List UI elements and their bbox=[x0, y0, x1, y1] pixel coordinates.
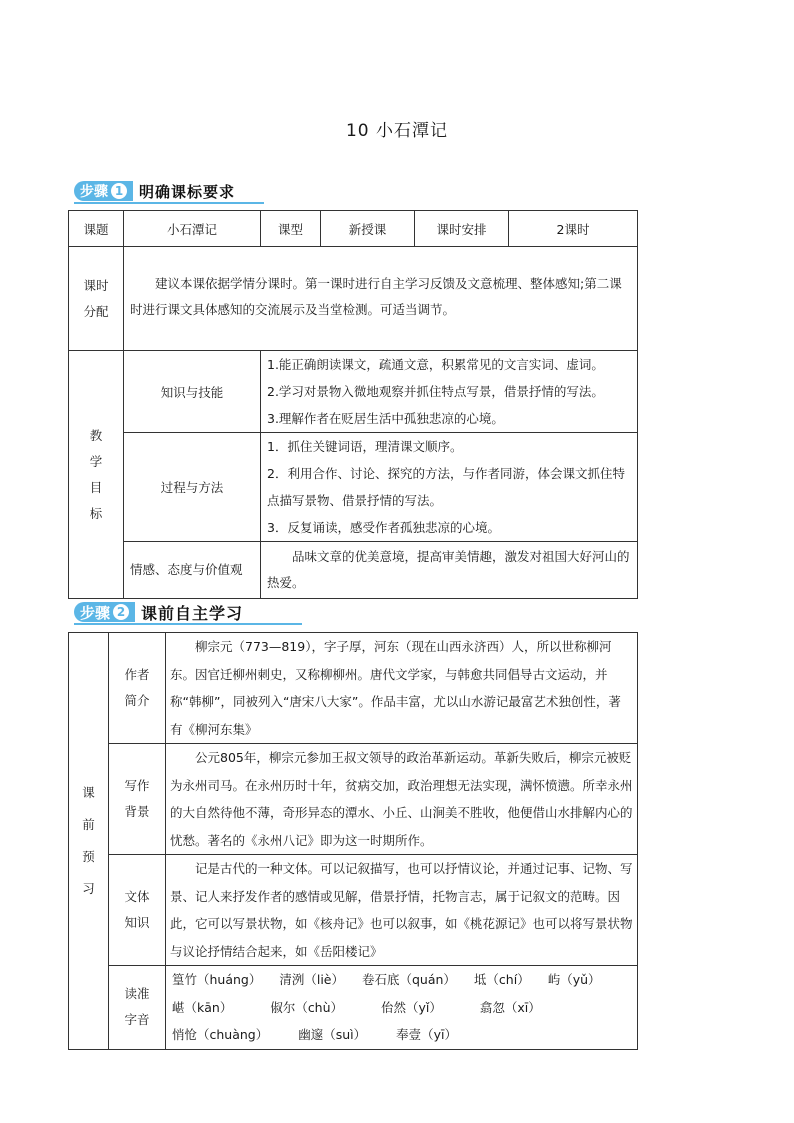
style-text: 记是古代的一种文体。可以记叙描写，也可以抒情议论，并通过记事、记物、写景、记人来抒发作者的感情或见解，借景抒情，托物言志，属于记叙文的范畴。因此，它可以写景状物，如《核舟记》也可以叙事，如《桃花源记》也可以将写景状物与议论抒情结合起来，如《岳阳楼记》 bbox=[170, 861, 633, 959]
pronunciation-item: 佁然（yǐ） bbox=[381, 999, 442, 1015]
allocation-cell bbox=[124, 247, 638, 351]
allocation-text: 建议本课依据学情分课时。第一课时进行自主学习反馈及文意梳理、整体感知;第二课时进行课文具体感知的交流展示及当堂检测。可适当调节。 bbox=[130, 276, 622, 317]
process-list bbox=[261, 433, 637, 541]
pronunciation-item: 俶尔（chù） bbox=[270, 999, 344, 1015]
step-number: 1 bbox=[111, 183, 127, 199]
knowledge-item: 3.理解作者在贬居生活中孤独悲凉的心境。 bbox=[267, 411, 504, 426]
process-item: 3．反复诵读，感受作者孤独悲凉的心境。 bbox=[267, 520, 500, 535]
style-cell bbox=[166, 855, 638, 966]
pronunciation-row bbox=[166, 994, 637, 1022]
course-standard-table bbox=[68, 210, 638, 599]
background-label: 写作 背景 bbox=[109, 744, 166, 855]
header-type: 课型 bbox=[261, 211, 321, 247]
author-cell bbox=[166, 633, 638, 744]
step-underline bbox=[74, 623, 302, 625]
pronunciation-item: 卷石底（quán） bbox=[361, 972, 456, 987]
pronunciation-row bbox=[166, 966, 637, 994]
step-underline bbox=[74, 202, 264, 204]
pronunciation-item: 嵁（kān） bbox=[172, 999, 233, 1015]
background-text: 公元805年，柳宗元参加王叔文领导的政治革新运动。革新失败后，柳宗元被贬为永州司马。在永州历时十年，贫病交加，政治理想无法实现，满怀愤懑。所幸永州的大自然待他不薄，奇形异态的潭水、小丘、山涧美不胜收，他便借山水排解内心的忧愁。著名的《永州八记》即为这一时期所作。 bbox=[170, 750, 633, 848]
knowledge-list bbox=[261, 351, 637, 432]
pronunciation-cell bbox=[166, 966, 638, 1050]
type-value: 新授课 bbox=[321, 211, 415, 247]
process-label: 过程与方法 bbox=[124, 433, 261, 542]
pronunciation-item: 奉壹（yī） bbox=[396, 1027, 457, 1042]
step-label: 课前自主学习 bbox=[141, 603, 244, 623]
pronunciation-item: 坻（chí） bbox=[473, 972, 530, 987]
step-badge bbox=[74, 602, 135, 622]
style-label: 文体 知识 bbox=[109, 855, 166, 966]
process-item: 1．抓住关键词语，理清课文顺序。 bbox=[267, 439, 463, 454]
goal-label: 教 学 目 标 bbox=[69, 351, 124, 599]
knowledge-item: 1.能正确朗读课文，疏通文意，积累常见的文言实词、虚词。 bbox=[267, 357, 604, 372]
step-1-banner bbox=[74, 180, 235, 202]
pronunciation-label: 读准 字音 bbox=[109, 966, 166, 1050]
preview-table bbox=[68, 632, 638, 1050]
pronunciation-item: 屿（yǔ） bbox=[547, 972, 601, 987]
author-label: 作者 简介 bbox=[109, 633, 166, 744]
header-hours: 课时安排 bbox=[415, 211, 509, 247]
hours-value: 2课时 bbox=[509, 211, 638, 247]
knowledge-label: 知识与技能 bbox=[124, 351, 261, 433]
step-2-banner bbox=[74, 601, 243, 623]
pronunciation-item: 清洌（liè） bbox=[279, 972, 344, 987]
knowledge-item: 2.学习对景物入微地观察并抓住特点写景，借景抒情的写法。 bbox=[267, 384, 604, 399]
pronunciation-item: 翕忽（xī） bbox=[479, 999, 541, 1015]
step-prefix: 步骤 bbox=[80, 603, 111, 622]
step-prefix: 步骤 bbox=[80, 184, 108, 200]
step-badge bbox=[74, 181, 133, 201]
emotion-cell bbox=[261, 542, 638, 599]
background-cell bbox=[166, 744, 638, 855]
process-cell bbox=[261, 433, 638, 542]
pronunciation-row bbox=[166, 1021, 637, 1049]
emotion-label: 情感、态度与价值观 bbox=[124, 542, 261, 599]
header-topic: 课题 bbox=[69, 211, 124, 247]
author-text: 柳宗元（773—819），字子厚，河东（现在山西永济西）人，所以世称柳河东。因官迁柳州刺史，又称柳柳州。唐代文学家，与韩愈共同倡导古文运动，并称“韩柳”，同被列入“唐宋八大家”。作品丰富，尤以山水游记最富艺术独创性，著有《柳河东集》 bbox=[170, 639, 621, 737]
page-title: 10 小石潭记 bbox=[345, 121, 449, 141]
emotion-text: 品味文章的优美意境，提高审美情趣，激发对祖国大好河山的热爱。 bbox=[267, 549, 630, 590]
step-label: 明确课标要求 bbox=[139, 182, 236, 201]
pronunciation-item: 悄怆（chuàng） bbox=[172, 1027, 269, 1042]
preview-side-label: 课 前 预 习 bbox=[69, 633, 109, 1050]
pronunciation-item: 篁竹（huáng） bbox=[172, 972, 262, 987]
allocation-label: 课时 分配 bbox=[69, 247, 124, 351]
step-number: 2 bbox=[113, 604, 129, 620]
pronunciation-item: 幽邃（suì） bbox=[298, 1027, 367, 1042]
topic-value: 小石潭记 bbox=[124, 211, 261, 247]
process-item: 2．利用合作、讨论、探究的方法，与作者同游，体会课文抓住特点描写景物、借景抒情的写法。 bbox=[267, 466, 625, 508]
knowledge-cell bbox=[261, 351, 638, 433]
